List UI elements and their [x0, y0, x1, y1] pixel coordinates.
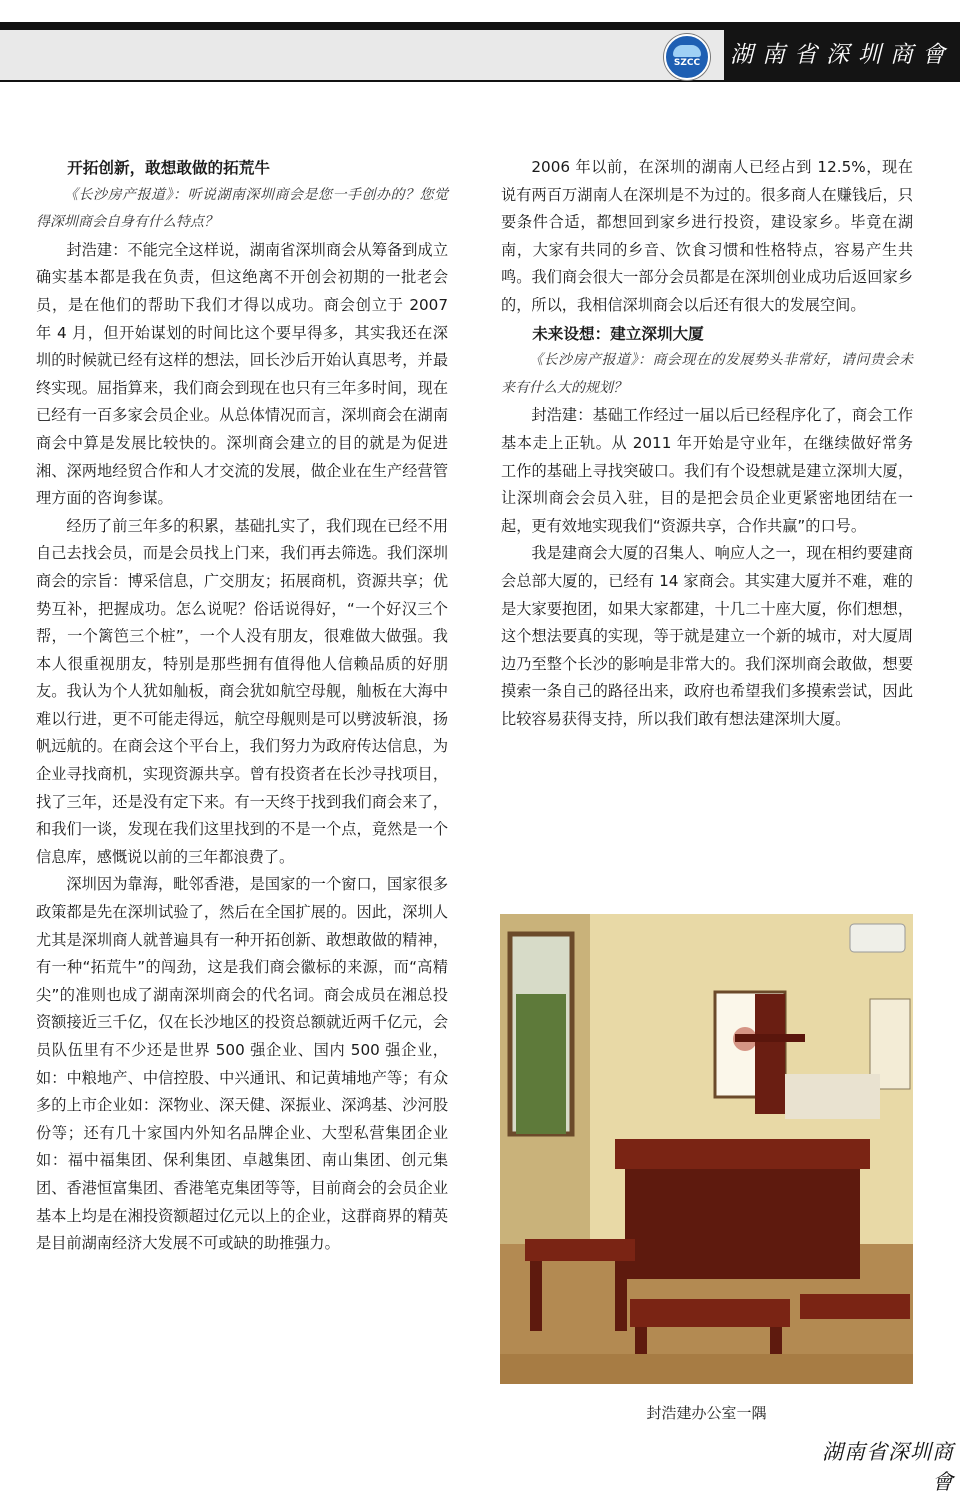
top-black-rule: [0, 22, 960, 30]
article-left-column: [36, 154, 448, 1258]
interview-question: 《长沙房产报道》：商会现在的发展势头非常好，请问贵会未来有什么大的规划？: [501, 352, 913, 396]
paragraph: 2006 年以前，在深圳的湖南人已经占到 12.5%，现在说有两百万湖南人在深圳是不为过的。很多商人在赚钱后，只要条件合适，都想回到家乡进行投资，建设家乡。毕竟在湖南，大家有共同的乡音、饮食习惯和性格特点，容易产生共鸣。我们商会很大一部分会员都是在深圳创业成功后返回家乡的，所以，我相信深圳商会以后还有很大的发展空间。: [501, 158, 913, 314]
photo-caption: 封浩建办公室一隅: [646, 1404, 767, 1422]
paragraph: 深圳因为靠海，毗邻香港，是国家的一个窗口，国家很多政策都是先在深圳试验了，然后在全国扩展的。因此，深圳人尤其是深圳商人就普遍具有一种开拓创新、敢想敢做的精神，有一种“拓荒牛”的闯劲，这是我们商会徽标的来源，而“高精尖”的准则也成了湖南深圳商会的代名词。商会成员在湘总投资额接近三千亿，仅在长沙地区的投资总额就近两千亿元，会员队伍里有不少还是世界 500 强企业、国内 500 强企业，如：中粮地产、中信控股、中兴通讯、和记黄埔地产等；有众多的上市企业如：深物业、深天健、深振业、深鸿基、沙河股份等；还有几十家国内外知名品牌企业、大型私营集团企业如：福中福集团、保利集团、卓越集团、南山集团、创元集团、香港恒富集团、香港笔克集团等等，目前商会的会员企业基本上均是在湘投资额超过亿元以上的企业，这群商界的精英是目前湖南经济大发展不可或缺的助推强力。: [36, 875, 448, 1253]
header-title: 湖南省深圳商會: [724, 30, 960, 80]
logo-text: SZCC: [673, 58, 701, 68]
section-heading: 开拓创新，敢想敢做的拓荒牛: [67, 158, 270, 177]
bull-emblem-icon: [673, 45, 701, 57]
section-heading: 未来设想：建立深圳大厦: [532, 323, 704, 343]
paragraph: 封浩建：不能完全这样说，湖南省深圳商会从筹备到成立确实基本都是我在负责，但这绝离不开创会初期的一批老会员，是在他们的帮助下我们才得以成功。商会创立于 2007 年 4 月，但开始谋划的时间比这个要早得多，其实我还在深圳的时候就已经有这样的想法，回长沙后开始认真思考，并最终实现。屈指算来，我们商会到现在也只有三年多时间，现在已经有一百多家会员企业。从总体情况而言，深圳商会在湖南商会中算是发展比较快的。深圳商会建立的目的就是为促进湘、深两地经贸合作和人才交流的发展，做企业在生产经营管理方面的咨询参谋。: [36, 240, 448, 508]
paragraph: 经历了前三年多的积累，基础扎实了，我们现在已经不用自己去找会员，而是会员找上门来，我们再去筛选。我们深圳商会的宗旨：博采信息，广交朋友；拓展商机，资源共享；优势互补，把握成功。怎么说呢？俗话说得好，“一个好汉三个帮，一个篱笆三个桩”，一个人没有朋友，很难做大做强。我本人很重视朋友，特别是那些拥有值得他人信赖品质的好朋友。我认为个人犹如舢板，商会犹如航空母舰，舢板在大海中难以行进，更不可能走得远，航空母舰则是可以劈波斩浪，扬帆远航的。在商会这个平台上，我们努力为政府传达信息，为企业寻找商机，实现资源共享。曾有投资者在长沙寻找项目，找了三年，还是没有定下来。有一天终于找到我们商会来了，和我们一谈，发现在我们这里找到的不是一个点，竟然是一个信息库，感慨说以前的三年都浪费了。: [36, 516, 448, 866]
szcc-logo: [664, 34, 710, 80]
paragraph: 封浩建：基础工作经过一届以后已经程序化了，商会工作基本走上正轨。从 2011 年开始是守业年，在继续做好常务工作的基础上寻找突破口。我们有个设想就是建立深圳大厦，让深圳商会会员入驻，目的是把会员企业更紧密地团结在一起，更有效地实现我们“资源共享，合作共赢”的口号。: [501, 406, 913, 535]
article-right-column: [501, 154, 913, 733]
interview-question: 《长沙房产报道》：听说湖南深圳商会是您一手创办的？您觉得深圳商会自身有什么特点？: [36, 186, 448, 231]
footer-brand: 湖南省深圳商會: [822, 1440, 954, 1494]
office-photo: [500, 914, 913, 1384]
paragraph: 我是建商会大厦的召集人、响应人之一，现在相约要建商会总部大厦的，已经有 14 家商会。其实建大厦并不难，难的是大家要抱团，如果大家都建，十几二十座大厦，你们想想，这个想法要真的实现，等于就是建立一个新的城市，对大厦周边乃至整个长沙的影响是非常大的。我们深圳商会敢做，想要摸索一条自己的路径出来，政府也希望我们多摸索尝试，因此比较容易获得支持，所以我们敢有想法建深圳大厦。: [501, 544, 913, 728]
